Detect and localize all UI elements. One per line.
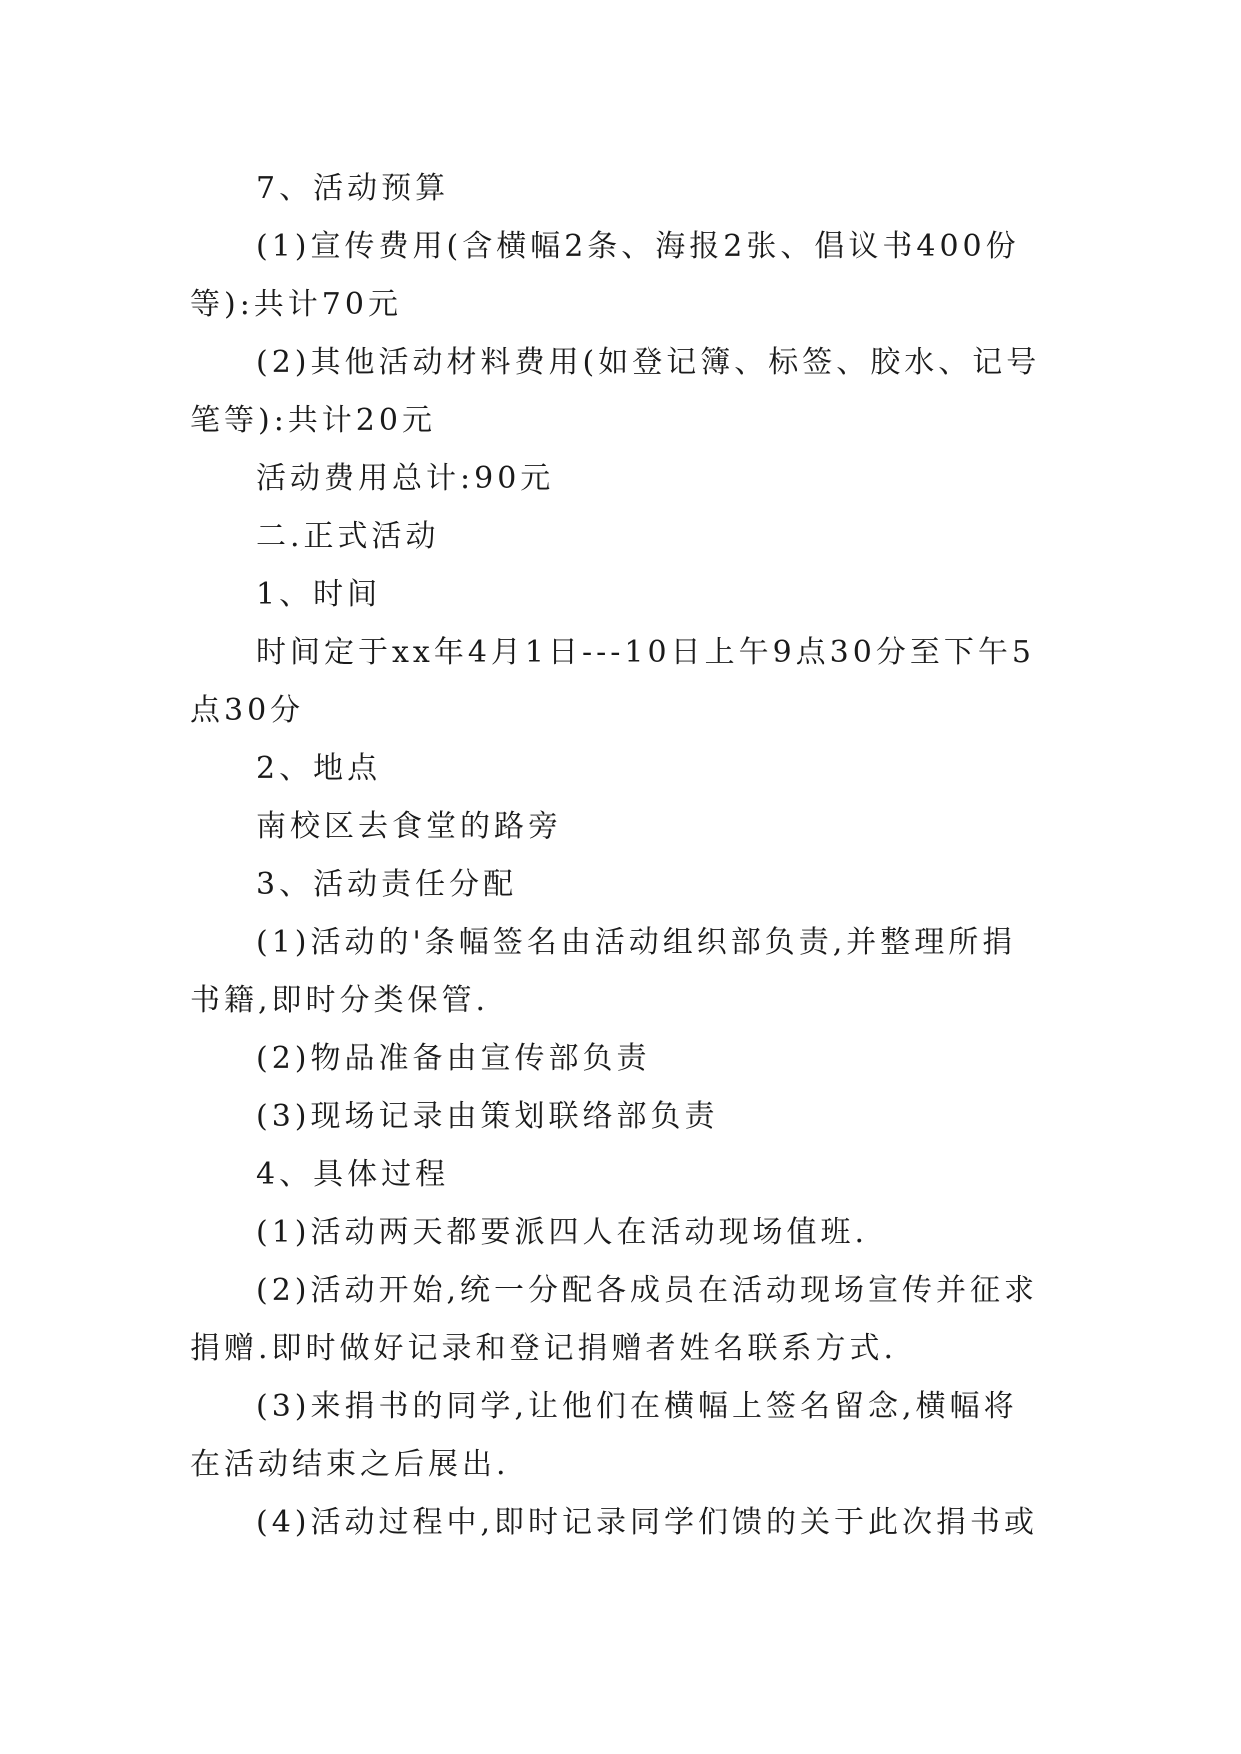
responsibility-item-2: (2)物品准备由宣传部负责 bbox=[256, 1041, 651, 1076]
subheading-location: 2、地点 bbox=[256, 751, 382, 786]
section-heading-budget: 7、活动预算 bbox=[256, 171, 450, 206]
time-detail: 时间定于xx年4月1日---10日上午9点30分至下午5点30分 bbox=[190, 635, 1035, 728]
process-item-2: (2)活动开始,统一分配各成员在活动现场宣传并征求捐赠.即时做好记录和登记捐赠者姓名联系方式. bbox=[190, 1273, 1039, 1366]
location-detail: 南校区去食堂的路旁 bbox=[256, 809, 562, 844]
section-heading-formal-activity: 二.正式活动 bbox=[256, 519, 440, 554]
budget-total: 活动费用总计:90元 bbox=[256, 461, 555, 496]
subheading-responsibilities: 3、活动责任分配 bbox=[256, 867, 518, 902]
process-item-3: (3)来捐书的同学,让他们在横幅上签名留念,横幅将在活动结束之后展出. bbox=[190, 1389, 1018, 1482]
document-body bbox=[190, 160, 1050, 1552]
budget-item-publicity: (1)宣传费用(含横幅2条、海报2张、倡议书400份等):共计70元 bbox=[190, 229, 1020, 322]
budget-item-materials: (2)其他活动材料费用(如登记簿、标签、胶水、记号笔等):共计20元 bbox=[190, 345, 1041, 438]
responsibility-item-3: (3)现场记录由策划联络部负责 bbox=[256, 1099, 719, 1134]
subheading-time: 1、时间 bbox=[256, 577, 382, 612]
process-item-4: (4)活动过程中,即时记录同学们馈的关于此次捐书或 bbox=[256, 1505, 1039, 1540]
process-item-1: (1)活动两天都要派四人在活动现场值班. bbox=[256, 1215, 869, 1250]
subheading-process: 4、具体过程 bbox=[256, 1157, 450, 1192]
responsibility-item-1: (1)活动的'条幅签名由活动组织部负责,并整理所捐书籍,即时分类保管. bbox=[190, 925, 1017, 1018]
